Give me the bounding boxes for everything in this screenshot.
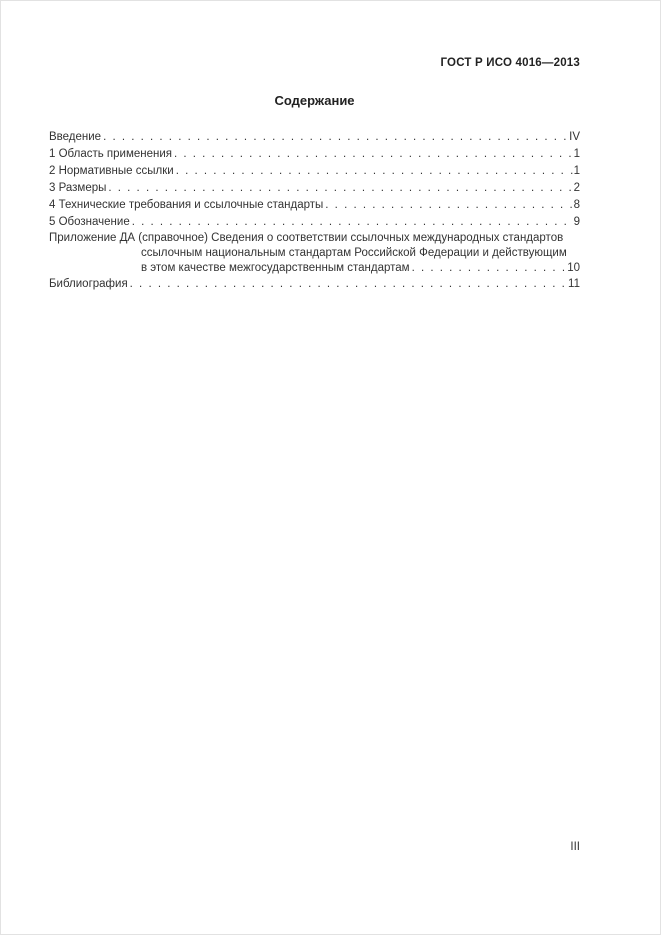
- toc-entry: [49, 180, 580, 197]
- appendix-line-1: Приложение ДА (справочное) Сведения о соответствии ссылочных международных стандартов: [49, 232, 564, 244]
- toc-entry: [49, 197, 580, 214]
- standard-designation: ГОСТ Р ИСО 4016—2013: [440, 57, 580, 69]
- appendix-line-2: ссылочным национальным стандартам Российской Федерации и действующим: [141, 247, 567, 259]
- dot-leader: [323, 197, 573, 214]
- document-header: [49, 57, 580, 69]
- appendix-line-3-row: [141, 261, 580, 276]
- dot-leader: [101, 129, 569, 146]
- toc-entry-title: 4 Технические требования и ссылочные стандарты: [49, 199, 324, 211]
- page-number: III: [570, 841, 580, 853]
- toc-entry-title: 2 Нормативные ссылки: [49, 165, 174, 177]
- toc-entry: [49, 146, 580, 163]
- dot-leader: [128, 276, 568, 293]
- toc-entry: [49, 163, 580, 180]
- toc-entry-page: 2: [573, 182, 580, 194]
- page-content: [49, 57, 580, 293]
- dot-leader: [410, 261, 568, 276]
- toc-entry-page: 8: [573, 199, 580, 211]
- toc-heading: Содержание: [274, 93, 355, 108]
- toc-entry-title: Библиография: [49, 278, 128, 290]
- toc-entry-page: 11: [568, 278, 580, 290]
- table-of-contents: [49, 129, 580, 293]
- toc-entry-page: 1: [573, 148, 580, 160]
- toc-entry-page: IV: [569, 131, 580, 143]
- toc-entry-bibliography: [49, 276, 580, 293]
- toc-entry-page: 9: [573, 216, 580, 228]
- dot-leader: [106, 180, 573, 197]
- toc-entry-page: 10: [567, 262, 580, 274]
- toc-entry: [49, 129, 580, 146]
- dot-leader: [130, 214, 574, 231]
- toc-entry-title: 5 Обозначение: [49, 216, 130, 228]
- appendix-indented-lines: [141, 246, 580, 276]
- toc-entry-appendix: [49, 231, 580, 276]
- toc-entry: [49, 214, 580, 231]
- toc-entry-title: Введение: [49, 131, 102, 143]
- dot-leader: [172, 146, 574, 163]
- dot-leader: [174, 163, 574, 180]
- toc-entry-page: 1: [573, 165, 580, 177]
- toc-entry-title: 1 Область применения: [49, 148, 173, 160]
- appendix-line-3: в этом качестве межгосударственным стандартам: [141, 262, 410, 274]
- toc-entry-title: 3 Размеры: [49, 182, 107, 194]
